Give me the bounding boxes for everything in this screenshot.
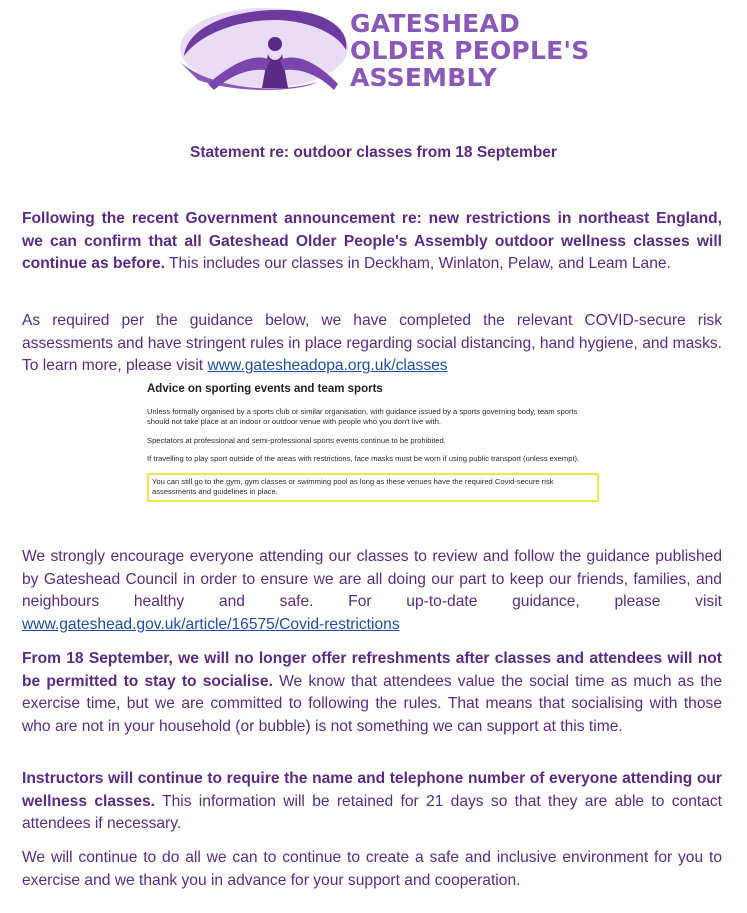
paragraph-refreshments [22,648,722,738]
instructors-bold: Instructors will continue to require the name and telephone number of everyone attending our wellness classes. [22,770,722,810]
council-text: We strongly encourage everyone attending our classes to review and follow the guidance published by Gateshead Council in order to ensure we are all doing our part to keep our friends, families, and neighbours healthy and safe. For up-to-date guidance, please visit [22,548,722,610]
logo-line-1: GATESHEAD [350,9,520,38]
guidance-text: As required per the guidance below, we have completed the relevant COVID-secure risk assessments and have stringent rules in place regarding social distancing, hand hygiene, and masks. To learn more, please visit [22,312,722,374]
logo-line-3: ASSEMBLY [350,63,497,92]
advice-item-2: Spectators at professional and semi-professional sports events continue to be prohibited. [147,435,446,445]
advice-item-3: If travelling to play sport outside of the areas with restrictions, face masks must be worn if using public transport (unless exempt). [147,454,580,463]
announcement-rest: This includes our classes in Deckham, Winlaton, Pelaw, and Leam Lane. [164,255,671,272]
advice-item-1: Unless formally organised by a sports club or similar organisation, with guidance issued by a sports governing body, team sports should not take place at an indoor or outdoor venue with people who you don't live with. [147,406,578,426]
refreshments-bold: From 18 September, we will no longer offer refreshments after classes and attendees will not be permitted to stay to socialise. [22,650,722,690]
council-link[interactable]: www.gateshead.gov.uk/article/16575/Covid-restrictions [22,615,400,633]
paragraph-instructors [22,768,722,836]
advice-excerpt [147,384,599,510]
classes-link[interactable]: www.gatesheadopa.org.uk/classes [207,357,448,374]
advice-highlight: You can still go to the gym, gym classes or swimming pool as long as these venues have the required Covid-secure risk assessments and guidelines in place. [147,473,599,502]
announcement-bold: Following the recent Government announcement re: new restrictions in northeast England, we can confirm that all Gateshead Older People's Assembly outdoor wellness classes will continue as before. [22,210,722,272]
refreshments-rest: We know that attendees value the social time as much as the exercise time, but we are committed to following the rules. That means that socialising with those who are not in your household (or bubble) is not something we can support at this time. [22,672,722,735]
logo-line-2: OLDER PEOPLE'S [350,36,590,65]
assembly-figure-logo-icon [178,4,353,96]
statement-title: Statement re: outdoor classes from 18 September [190,144,557,161]
logo [178,4,590,96]
paragraph-guidance [22,310,722,378]
paragraph-announcement [22,208,722,276]
paragraph-council-guidance [22,546,722,636]
logo-text [350,10,589,91]
paragraph-closing: We will continue to do all we can to continue to create a safe and inclusive environment for you to exercise and we thank you in advance for your support and cooperation. [22,849,722,889]
instructors-rest: This information will be retained for 21 days so that they are able to contact attendees if necessary. [22,792,722,832]
advice-heading: Advice on sporting events and team sports [147,383,383,395]
